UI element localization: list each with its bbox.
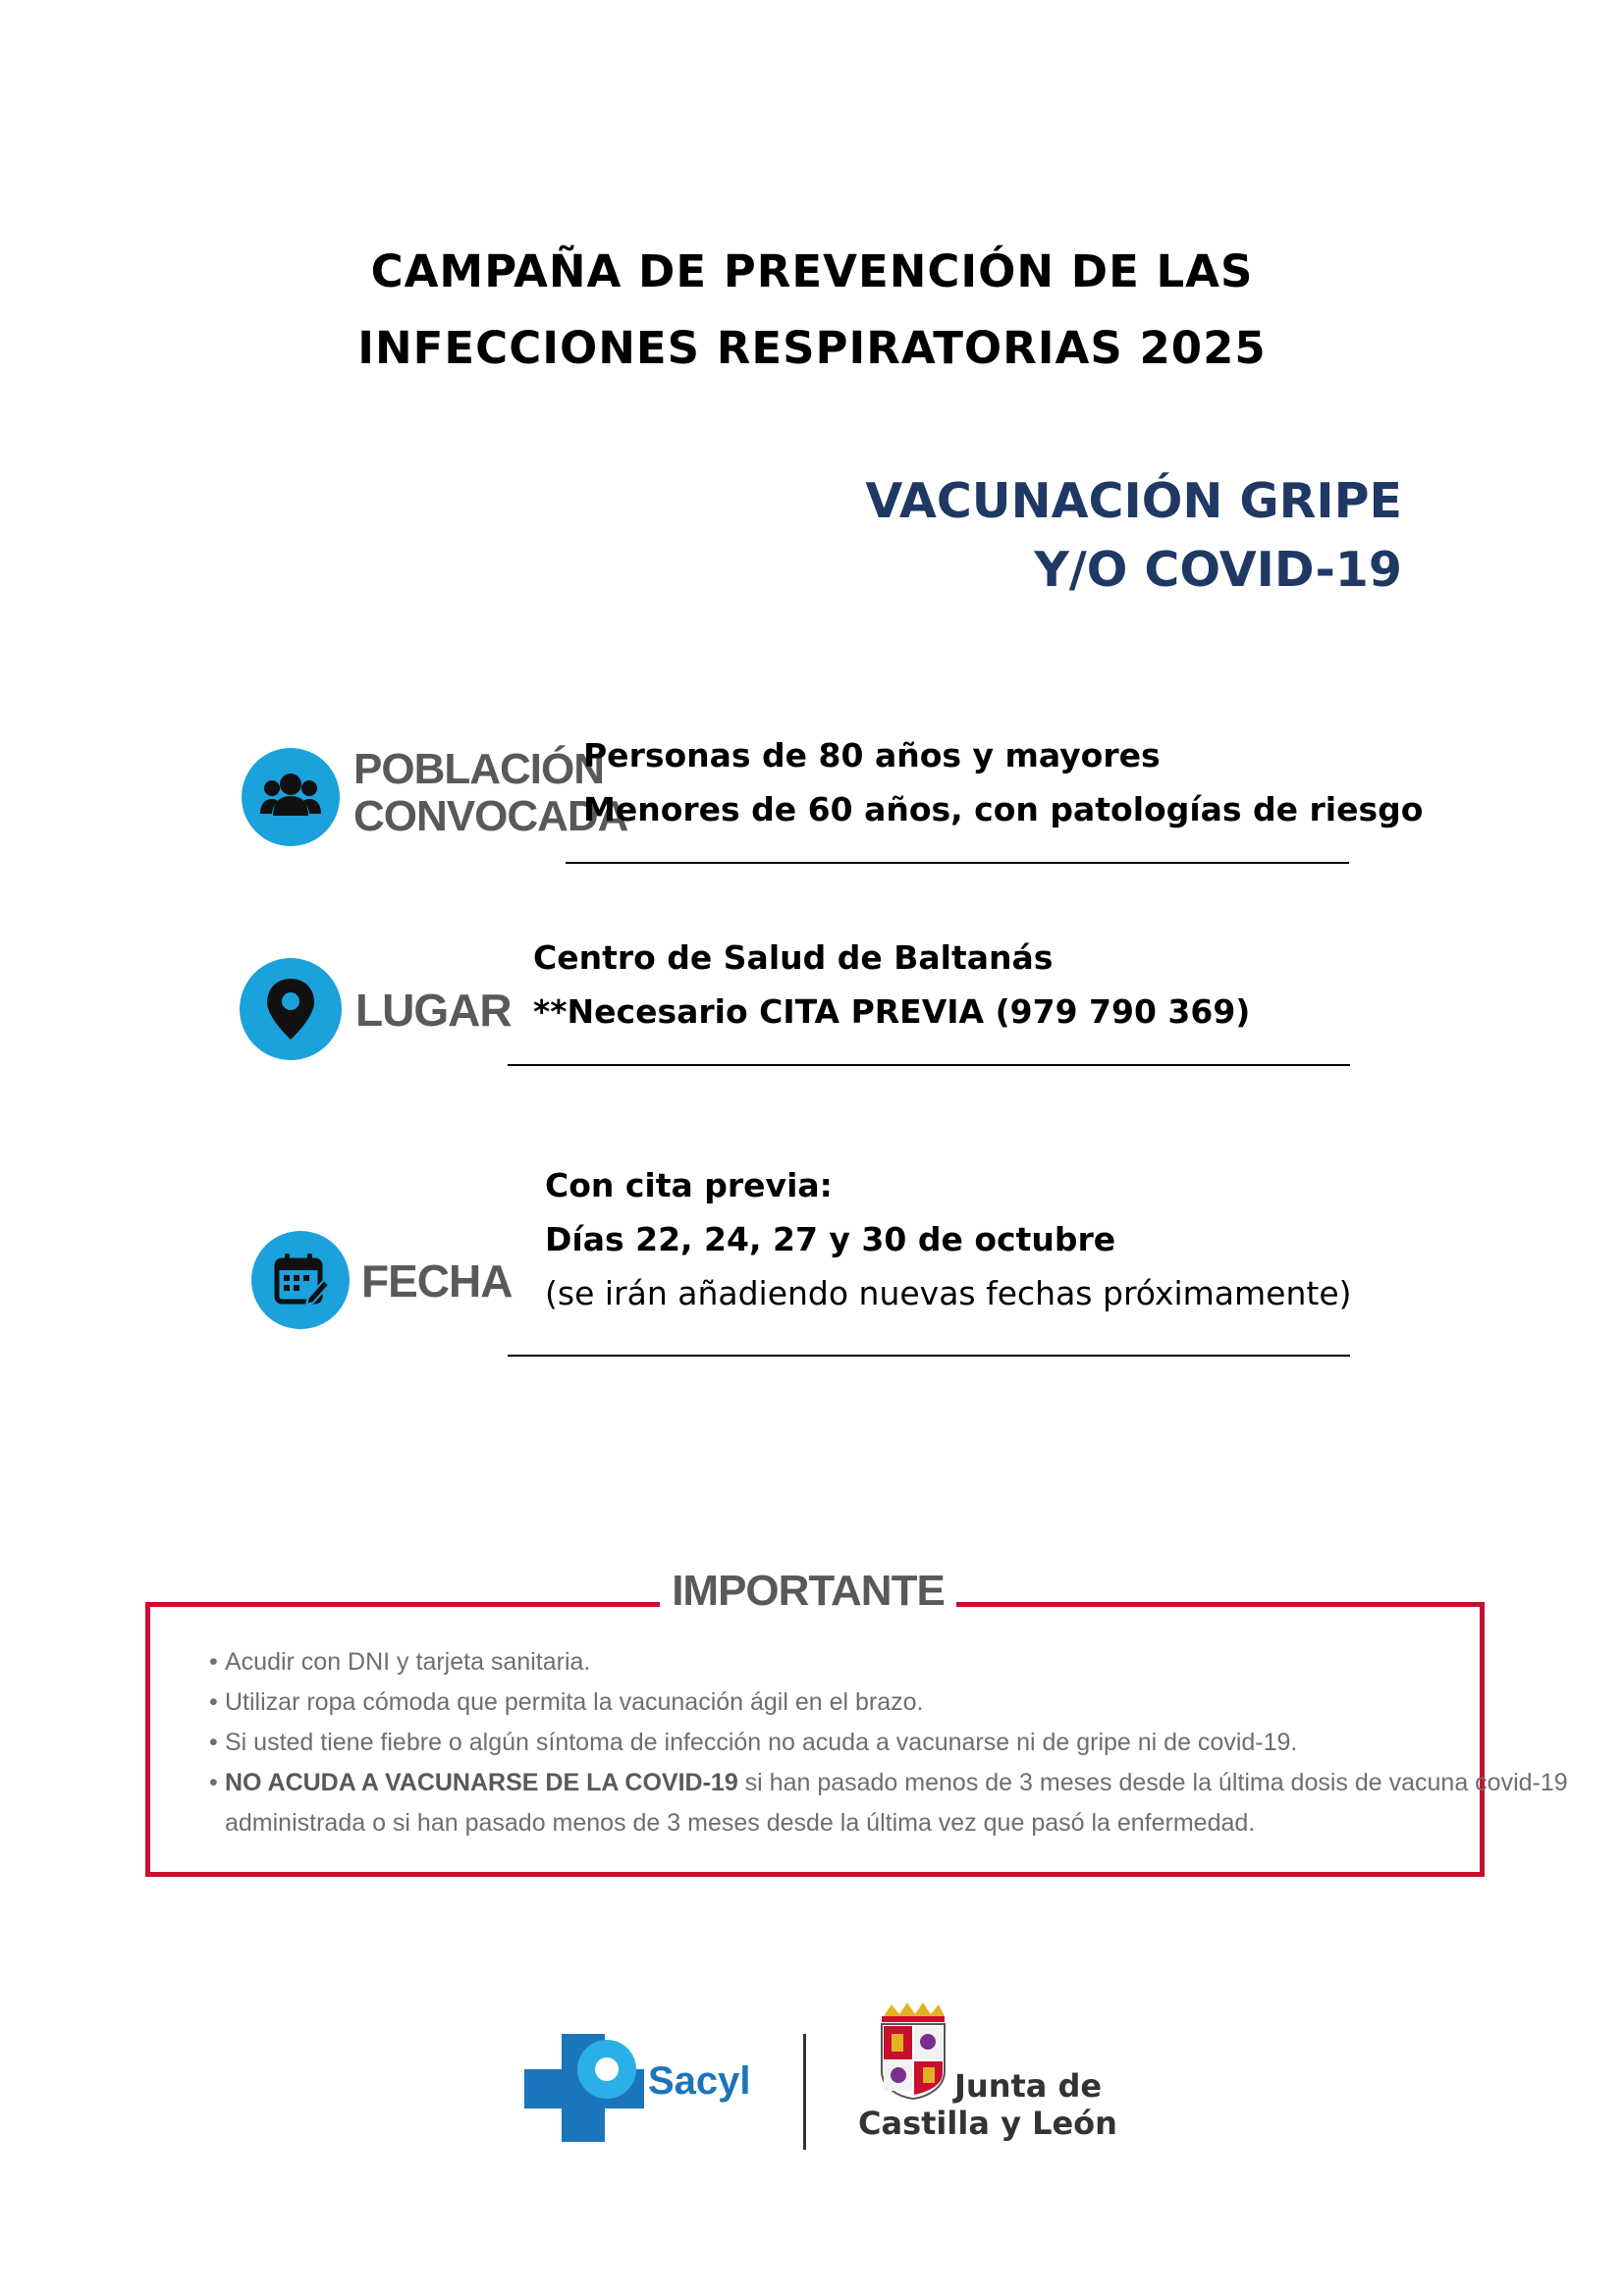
fecha-line-3: (se irán añadiendo nuevas fechas próximamente) <box>545 1274 1352 1312</box>
warning-text: si han pasado menos de 3 meses desde la última dosis de vacuna covid-19 <box>737 1769 1568 1796</box>
junta-wordmark <box>858 2067 1117 2142</box>
logo-divider <box>803 2034 806 2150</box>
poblacion-line-2: Menores de 60 años, con patologías de riesgo <box>583 790 1424 828</box>
list-item: • Utilizar ropa cómoda que permita la vacunación ágil en el brazo. <box>209 1682 1460 1723</box>
poblacion-info <box>583 728 1423 836</box>
sacyl-wordmark: Sacyl <box>648 2059 751 2103</box>
poblacion-label-line-1: POBLACIÓN <box>353 745 604 793</box>
fecha-line-2: Días 22, 24, 27 y 30 de octubre <box>545 1220 1116 1258</box>
important-box <box>145 1602 1568 1877</box>
list-item <box>209 1763 1568 1843</box>
people-group-icon <box>242 748 340 846</box>
subtitle-line-2: Y/O COVID-19 <box>1034 542 1402 598</box>
lugar-label: LUGAR <box>355 985 512 1036</box>
list-item: • Acudir con DNI y tarjeta sanitaria. <box>209 1642 1460 1682</box>
junta-line-1: Junta de <box>954 2067 1103 2105</box>
title-line-2: INFECCIONES RESPIRATORIAS 2025 <box>357 322 1267 374</box>
divider <box>508 1355 1350 1357</box>
fecha-line-1: Con cita previa: <box>545 1166 833 1204</box>
warning-text-line-2: administrada o si han pasado menos de 3 meses desde la última vez que pasó la enfermedad. <box>225 1809 1256 1837</box>
divider <box>508 1064 1350 1066</box>
campaign-subtitle <box>865 467 1402 605</box>
lugar-line-2: **Necesario CITA PREVIA (979 790 369) <box>533 992 1251 1031</box>
important-title: IMPORTANTE <box>660 1567 956 1616</box>
title-line-1: CAMPAÑA DE PREVENCIÓN DE LAS <box>370 245 1254 297</box>
subtitle-line-1: VACUNACIÓN GRIPE <box>865 473 1402 529</box>
poblacion-label-line-2: CONVOCADA <box>353 792 628 840</box>
warning-strong-text: NO ACUDA A VACUNARSE DE LA COVID-19 <box>225 1769 738 1796</box>
fecha-label: FECHA <box>361 1255 513 1307</box>
list-item: • Si usted tiene fiebre o algún síntoma de infección no acuda a vacunarse ni de gripe ni de covid-19. <box>209 1723 1460 1763</box>
fecha-info <box>545 1158 1352 1320</box>
lugar-line-1: Centro de Salud de Baltanás <box>533 938 1054 977</box>
calendar-icon <box>251 1231 350 1329</box>
junta-line-2: Castilla y León <box>858 2105 1117 2142</box>
important-list <box>209 1642 1568 1843</box>
page-title <box>0 234 1624 387</box>
location-pin-icon <box>240 958 342 1060</box>
divider <box>566 862 1349 864</box>
sacyl-logo <box>522 2026 646 2150</box>
lugar-info <box>533 931 1250 1039</box>
poblacion-line-1: Personas de 80 años y mayores <box>583 736 1161 774</box>
